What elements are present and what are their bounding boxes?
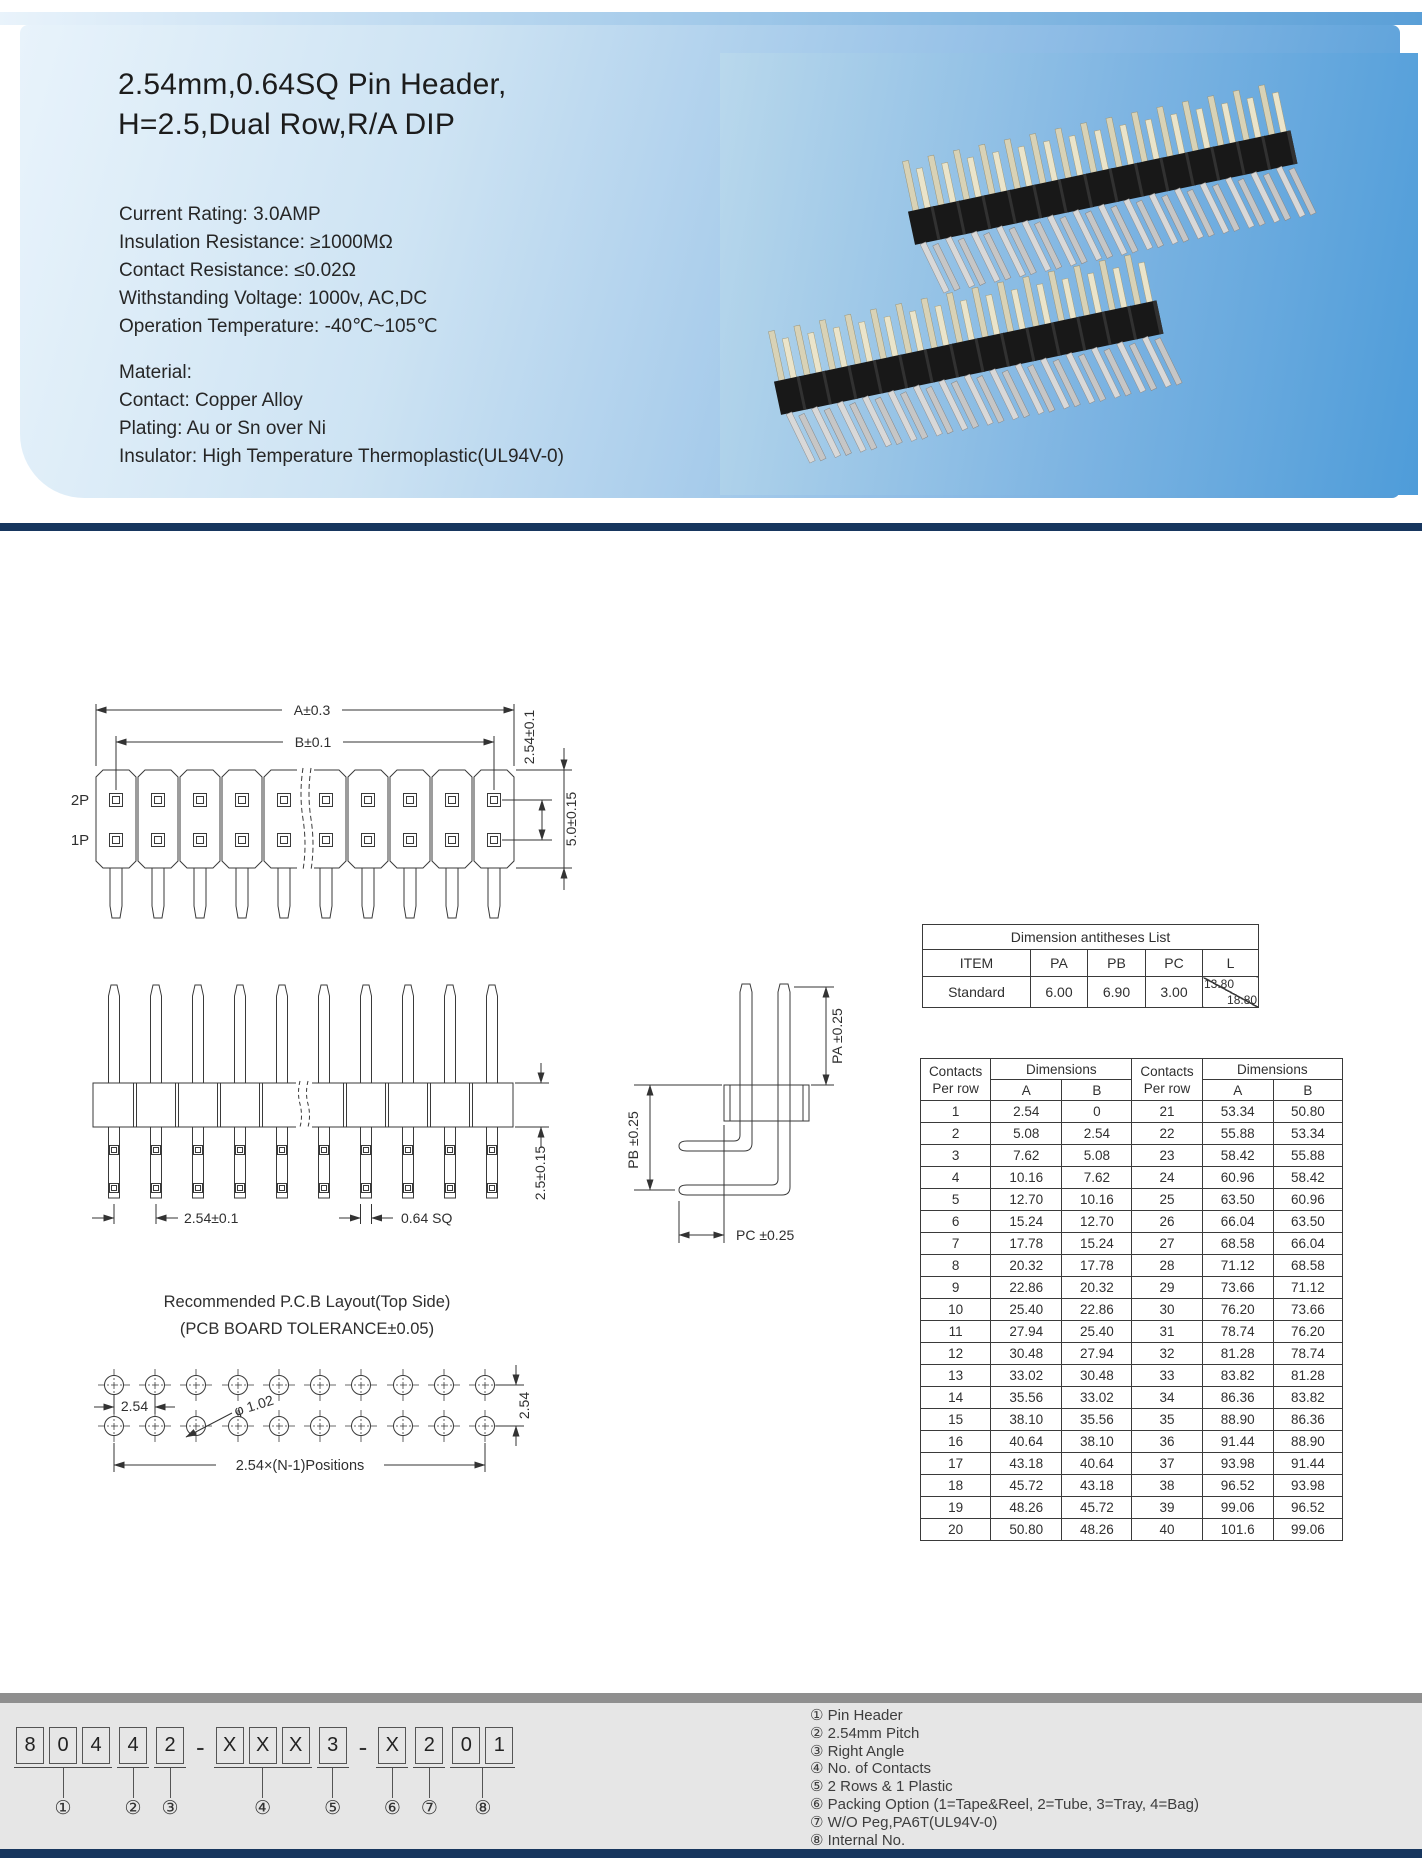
part-number-group [214, 1727, 312, 1820]
contacts-table-cell: 29 [1132, 1277, 1202, 1299]
pcb-holes [98, 1369, 501, 1442]
spec-list [119, 201, 438, 341]
part-number-box: 2 [156, 1727, 184, 1764]
contacts-table-cell: 17.78 [991, 1233, 1062, 1255]
dim-table-cell: 6.00 [1031, 977, 1088, 1008]
part-number-group [317, 1727, 349, 1820]
spec-line: Current Rating: 3.0AMP [119, 204, 321, 225]
contacts-table-cell: 83.82 [1273, 1387, 1342, 1409]
contacts-table-cell: 55.88 [1273, 1145, 1342, 1167]
contacts-table-cell: 60.96 [1273, 1189, 1342, 1211]
contacts-table-cell: 30.48 [1062, 1365, 1132, 1387]
part-number-box: 4 [119, 1727, 147, 1764]
contacts-table-cell: 55.88 [1202, 1123, 1273, 1145]
dimension-list-table [922, 924, 1259, 1008]
pin-header-photo-illustration [720, 53, 1418, 495]
contacts-table-cell: 93.98 [1202, 1453, 1273, 1475]
contacts-table-cell: 76.20 [1202, 1299, 1273, 1321]
material-line: Contact: Copper Alloy [119, 390, 303, 411]
part-number-box: X [282, 1727, 310, 1764]
dim-table-cell: 6.90 [1088, 977, 1146, 1008]
contacts-table-row [921, 1211, 1343, 1233]
contacts-table-cell: 96.52 [1273, 1497, 1342, 1519]
contacts-dimensions-table [920, 1058, 1343, 1541]
part-number-leader-line [63, 1768, 64, 1798]
part-number-marker: ⑤ [324, 1798, 342, 1819]
contacts-table-row [921, 1387, 1343, 1409]
dim-table-header: ITEM [923, 950, 1031, 977]
contacts-table-row [921, 1475, 1343, 1497]
contacts-table-cell: 48.26 [991, 1497, 1062, 1519]
break-mark [296, 1080, 312, 1130]
contacts-table-cell: 66.04 [1202, 1211, 1273, 1233]
vertical-pins [740, 984, 790, 1121]
part-number-box: 3 [319, 1727, 347, 1764]
contacts-table-cell: 2.54 [991, 1101, 1062, 1123]
contacts-table-cell: 15 [921, 1409, 991, 1431]
part-number-box: 4 [82, 1727, 110, 1764]
dim-span-label: 2.54×(N-1)Positions [235, 1458, 365, 1474]
dim-pin-sq-label: 0.64 SQ [401, 1210, 453, 1226]
contacts-table-cell: 14 [921, 1387, 991, 1409]
dim-pin-sq [339, 1204, 393, 1224]
upper-pins [109, 985, 498, 1083]
dim-pitch [92, 1204, 178, 1224]
contacts-table-cell: 40.64 [1062, 1453, 1132, 1475]
contacts-table-cell: 38.10 [991, 1409, 1062, 1431]
contacts-table-row [921, 1519, 1343, 1541]
contacts-table-cell: 27.94 [1062, 1343, 1132, 1365]
col-a-header: A [991, 1080, 1062, 1101]
dim-table-header: PB [1088, 950, 1146, 977]
contacts-table-cell: 73.66 [1273, 1299, 1342, 1321]
part-number-marker: ③ [161, 1798, 179, 1819]
contacts-table-cell: 35 [1132, 1409, 1202, 1431]
dim-pb-label: PB ±0.25 [625, 1111, 641, 1169]
bent-pins [679, 1121, 790, 1195]
contacts-table-cell: 22 [1132, 1123, 1202, 1145]
product-photo [720, 53, 1418, 495]
contacts-table-cell: 39 [1132, 1497, 1202, 1519]
contacts-header-line2: Per row [932, 1080, 979, 1096]
contacts-table-cell: 23 [1132, 1145, 1202, 1167]
contacts-table-cell: 33.02 [1062, 1387, 1132, 1409]
dim-pa [794, 987, 834, 1085]
contacts-table-cell: 26 [1132, 1211, 1202, 1233]
contacts-table-cell: 99.06 [1273, 1519, 1342, 1541]
dim-table-title: Dimension antitheses List [923, 925, 1259, 950]
contacts-table-cell: 17.78 [1062, 1255, 1132, 1277]
contacts-table-cell: 9 [921, 1277, 991, 1299]
contacts-table-cell: 17 [921, 1453, 991, 1475]
spec-line: Withstanding Voltage: 1000v, AC,DC [119, 288, 428, 309]
pin-header-top [898, 80, 1317, 297]
dim-table-cell: Standard [923, 977, 1031, 1008]
part-number-leader-line [262, 1768, 263, 1798]
part-number-box: X [378, 1727, 406, 1764]
contacts-table-cell: 50.80 [991, 1519, 1062, 1541]
dim-pitch-label: 2.54±0.1 [184, 1210, 239, 1226]
dimensions-header: Dimensions [991, 1059, 1132, 1080]
contacts-table-cell: 22.86 [1062, 1299, 1132, 1321]
dim-pc-label: PC ±0.25 [736, 1227, 795, 1243]
part-number-box: 0 [452, 1727, 480, 1764]
contacts-table-cell: 96.52 [1202, 1475, 1273, 1497]
contacts-table-cell: 58.42 [1202, 1145, 1273, 1167]
part-number-marker: ⑧ [474, 1798, 492, 1819]
dim-body-height-label: 5.0±0.15 [563, 791, 579, 847]
material-list [119, 387, 564, 471]
dim-pb [634, 1085, 722, 1190]
front-view-pins [110, 868, 500, 918]
top-gradient-strip [0, 12, 1422, 25]
contacts-table-row [921, 1343, 1343, 1365]
contacts-table-cell: 10 [921, 1299, 991, 1321]
contacts-table-cell: 7.62 [991, 1145, 1062, 1167]
contacts-table-cell: 78.74 [1202, 1321, 1273, 1343]
part-number-box: 1 [485, 1727, 513, 1764]
l-value-upper: 13.80 [1204, 977, 1235, 991]
contacts-table-cell: 11 [921, 1321, 991, 1343]
contacts-table-row [921, 1299, 1343, 1321]
contacts-header-line1: Contacts [1140, 1063, 1194, 1079]
contacts-table-cell: 6 [921, 1211, 991, 1233]
part-number-group [14, 1727, 112, 1820]
part-number-boxes [450, 1727, 515, 1768]
contacts-header [921, 1059, 991, 1101]
legend-item: ② 2.54mm Pitch [810, 1724, 920, 1742]
part-number-group [376, 1727, 408, 1820]
contacts-table-cell: 86.36 [1202, 1387, 1273, 1409]
contacts-table-cell: 58.42 [1273, 1167, 1342, 1189]
part-number-boxes [413, 1727, 445, 1768]
contacts-table-cell: 10.16 [1062, 1189, 1132, 1211]
contacts-table-cell: 33 [1132, 1365, 1202, 1387]
contacts-header [1132, 1059, 1202, 1101]
legend-item: ⑦ W/O Peg,PA6T(UL94V-0) [810, 1813, 998, 1831]
contacts-table-cell: 20.32 [991, 1255, 1062, 1277]
row2-label: 2P [70, 792, 90, 809]
part-number-group [413, 1727, 445, 1820]
contacts-table-row [921, 1497, 1343, 1519]
contacts-table-row [921, 1365, 1343, 1387]
part-number-boxes [14, 1727, 112, 1768]
contacts-table-cell: 5.08 [1062, 1145, 1132, 1167]
contacts-table-cell: 86.36 [1273, 1409, 1342, 1431]
footer-navy-bar [0, 1849, 1422, 1858]
legend-item: ⑤ 2 Rows & 1 Plastic [810, 1778, 953, 1796]
part-number-marker: ② [124, 1798, 142, 1819]
legend-item: ④ No. of Contacts [810, 1760, 931, 1778]
contacts-table-cell: 91.44 [1273, 1453, 1342, 1475]
contacts-table-row [921, 1167, 1343, 1189]
contacts-table-cell: 88.90 [1273, 1431, 1342, 1453]
contacts-table-cell: 63.50 [1202, 1189, 1273, 1211]
contacts-table-cell: 91.44 [1202, 1431, 1273, 1453]
contacts-table-cell: 3 [921, 1145, 991, 1167]
contacts-table-cell: 25 [1132, 1189, 1202, 1211]
contacts-table-row [921, 1123, 1343, 1145]
dim-table-cell: 3.00 [1146, 977, 1203, 1008]
contacts-table-cell: 68.58 [1202, 1233, 1273, 1255]
part-number-marker: ⑥ [383, 1798, 401, 1819]
dim-table-header: L [1203, 950, 1259, 977]
contacts-table-row [921, 1189, 1343, 1211]
contacts-table-row [921, 1255, 1343, 1277]
body [724, 1085, 809, 1121]
dim-table-diagonal-cell [1203, 977, 1259, 1008]
legend-item: ③ Right Angle [810, 1742, 905, 1760]
contacts-table-cell: 76.20 [1273, 1321, 1342, 1343]
contacts-table-row [921, 1453, 1343, 1475]
contacts-table-cell: 60.96 [1202, 1167, 1273, 1189]
contacts-table-cell: 7 [921, 1233, 991, 1255]
contacts-table-cell: 20 [921, 1519, 991, 1541]
contacts-table-cell: 1 [921, 1101, 991, 1123]
col-a-header: A [1202, 1080, 1273, 1101]
contacts-table-cell: 81.28 [1202, 1343, 1273, 1365]
contacts-table-cell: 24 [1132, 1167, 1202, 1189]
contacts-table-cell: 7.62 [1062, 1167, 1132, 1189]
contacts-table-cell: 37 [1132, 1453, 1202, 1475]
contacts-table-cell: 13 [921, 1365, 991, 1387]
contacts-table-cell: 43.18 [1062, 1475, 1132, 1497]
contacts-table-cell: 45.72 [1062, 1497, 1132, 1519]
contacts-table-cell: 38 [1132, 1475, 1202, 1497]
contacts-table-cell: 71.12 [1202, 1255, 1273, 1277]
contacts-table-cell: 34 [1132, 1387, 1202, 1409]
contacts-table-cell: 101.6 [1202, 1519, 1273, 1541]
contacts-table-cell: 99.06 [1202, 1497, 1273, 1519]
dim-pa-label: PA ±0.25 [829, 1008, 845, 1064]
dim-row-pitch-label: 2.54±0.1 [521, 709, 537, 765]
pcb-title: Recommended P.C.B Layout(Top Side) [163, 1293, 451, 1311]
contacts-table-cell: 73.66 [1202, 1277, 1273, 1299]
contacts-table-cell: 12.70 [991, 1189, 1062, 1211]
contacts-table-cell: 35.56 [991, 1387, 1062, 1409]
part-number-marker: ① [54, 1798, 72, 1819]
part-number-dash: - [358, 1732, 368, 1762]
side-elevation-drawing [60, 960, 560, 1260]
dim-table-header: PC [1146, 950, 1203, 977]
dim-hole-pitch-label: 2.54 [120, 1398, 149, 1414]
contacts-table-cell: 40.64 [991, 1431, 1062, 1453]
contacts-table-cell: 45.72 [991, 1475, 1062, 1497]
contacts-table-cell: 32 [1132, 1343, 1202, 1365]
contacts-table-row [921, 1409, 1343, 1431]
contacts-table-cell: 22.86 [991, 1277, 1062, 1299]
contacts-table-cell: 8 [921, 1255, 991, 1277]
spec-line: Operation Temperature: -40℃~105℃ [119, 316, 438, 337]
contacts-table-cell: 28 [1132, 1255, 1202, 1277]
part-number-boxes [214, 1727, 312, 1768]
contacts-table-cell: 68.58 [1273, 1255, 1342, 1277]
contacts-table-cell: 5.08 [991, 1123, 1062, 1145]
part-number-leader-line [170, 1768, 171, 1798]
contacts-table-cell: 27.94 [991, 1321, 1062, 1343]
col-b-header: B [1062, 1080, 1132, 1101]
pcb-subtitle: (PCB BOARD TOLERANCE±0.05) [179, 1320, 435, 1338]
contacts-table-cell: 20.32 [1062, 1277, 1132, 1299]
legend-item: ⑥ Packing Option (1=Tape&Reel, 2=Tube, 3=Tray, 4=Bag) [810, 1795, 1199, 1813]
contacts-table-cell: 25.40 [991, 1299, 1062, 1321]
spec-line: Contact Resistance: ≤0.02Ω [119, 260, 356, 281]
part-number-marker: ④ [254, 1798, 272, 1819]
part-number-box: 8 [16, 1727, 44, 1764]
part-number-group [117, 1727, 149, 1820]
part-number-legend [810, 1707, 1199, 1849]
contacts-table-cell: 30 [1132, 1299, 1202, 1321]
dimensions-header: Dimensions [1202, 1059, 1342, 1080]
material-line: Insulator: High Temperature Thermoplastic(UL94V-0) [119, 446, 564, 467]
part-number-leader-line [133, 1768, 134, 1798]
part-number-marker: ⑦ [420, 1798, 438, 1819]
contacts-table-cell: 15.24 [991, 1211, 1062, 1233]
contacts-table-cell: 16 [921, 1431, 991, 1453]
contacts-table-cell: 5 [921, 1189, 991, 1211]
contacts-table-cell: 4 [921, 1167, 991, 1189]
dim-a-label: A±0.3 [293, 702, 331, 718]
part-number-box: X [249, 1727, 277, 1764]
contacts-table-cell: 78.74 [1273, 1343, 1342, 1365]
part-number-box: 2 [415, 1727, 443, 1764]
page-title-line1: 2.54mm,0.64SQ Pin Header, [118, 68, 507, 101]
dim-table-header: PA [1031, 950, 1088, 977]
contacts-table-cell: 63.50 [1273, 1211, 1342, 1233]
contacts-table-cell: 53.34 [1273, 1123, 1342, 1145]
contacts-table-cell: 50.80 [1273, 1101, 1342, 1123]
contacts-table-cell: 27 [1132, 1233, 1202, 1255]
l-value-lower: 18.80 [1227, 993, 1258, 1007]
footer-grey-bar [0, 1693, 1422, 1703]
legend-item: ⑧ Internal No. [810, 1831, 906, 1849]
contacts-header-line2: Per row [1143, 1080, 1191, 1096]
contacts-table-row [921, 1277, 1343, 1299]
contacts-table-cell: 25.40 [1062, 1321, 1132, 1343]
part-number-box: 0 [49, 1727, 77, 1764]
contacts-table-cell: 88.90 [1202, 1409, 1273, 1431]
contacts-table-cell: 21 [1132, 1101, 1202, 1123]
contacts-table-cell: 12.70 [1062, 1211, 1132, 1233]
front-view-drawing [60, 680, 580, 930]
part-number-box: X [216, 1727, 244, 1764]
dim-row-pitch-label: 2.54 [516, 1391, 532, 1420]
part-number-group [154, 1727, 186, 1820]
part-number-boxes [117, 1727, 149, 1768]
pcb-layout-drawing [60, 1280, 570, 1500]
contacts-table-cell: 15.24 [1062, 1233, 1132, 1255]
contacts-table-cell: 30.48 [991, 1343, 1062, 1365]
contacts-table-cell: 93.98 [1273, 1475, 1342, 1497]
contacts-header-line1: Contacts [928, 1063, 983, 1079]
part-number-row [14, 1727, 520, 1820]
part-number-boxes [317, 1727, 349, 1768]
part-number-group [450, 1727, 515, 1820]
contacts-table-cell: 0 [1062, 1101, 1132, 1123]
contacts-table-cell: 43.18 [991, 1453, 1062, 1475]
hole-dia-label: φ 1.02 [232, 1391, 276, 1419]
contacts-table-row [921, 1431, 1343, 1453]
dim-body-h [515, 1063, 549, 1147]
part-number-leader-line [429, 1768, 430, 1798]
contacts-table-cell: 38.10 [1062, 1431, 1132, 1453]
contacts-table-cell: 10.16 [991, 1167, 1062, 1189]
contacts-table-cell: 12 [921, 1343, 991, 1365]
part-number-boxes [154, 1727, 186, 1768]
legend-item: ① Pin Header [810, 1707, 903, 1724]
contacts-table-cell: 48.26 [1062, 1519, 1132, 1541]
contacts-table-body [921, 1101, 1343, 1541]
contacts-table-cell: 83.82 [1202, 1365, 1273, 1387]
contacts-table-cell: 2.54 [1062, 1123, 1132, 1145]
part-number-dash: - [196, 1732, 205, 1762]
part-number-leader-line [482, 1768, 483, 1798]
dim-body-h-label: 2.5±0.15 [532, 1145, 548, 1201]
right-angle-view-drawing [620, 958, 890, 1268]
page-title [118, 65, 507, 145]
contacts-table-cell: 19 [921, 1497, 991, 1519]
part-number-leader-line [332, 1768, 333, 1798]
header-panel [20, 25, 1400, 498]
contacts-table-cell: 18 [921, 1475, 991, 1497]
contacts-table-cell: 35.56 [1062, 1409, 1132, 1431]
contacts-table-row [921, 1233, 1343, 1255]
break-mark [297, 767, 314, 871]
contacts-table-cell: 40 [1132, 1519, 1202, 1541]
contacts-table-cell: 2 [921, 1123, 991, 1145]
contacts-table-cell: 53.34 [1202, 1101, 1273, 1123]
contacts-table-cell: 81.28 [1273, 1365, 1342, 1387]
contacts-table-cell: 33.02 [991, 1365, 1062, 1387]
material-line: Plating: Au or Sn over Ni [119, 418, 326, 439]
contacts-table-row [921, 1101, 1343, 1123]
part-number-leader-line [392, 1768, 393, 1798]
contacts-table-cell: 36 [1132, 1431, 1202, 1453]
contacts-table-cell: 31 [1132, 1321, 1202, 1343]
spec-line: Insulation Resistance: ≥1000MΩ [119, 232, 393, 253]
contacts-table-row [921, 1145, 1343, 1167]
part-number-boxes [376, 1727, 408, 1768]
dim-b-label: B±0.1 [294, 734, 332, 750]
page-title-line2: H=2.5,Dual Row,R/A DIP [118, 108, 456, 141]
row1-label: 1P [70, 832, 90, 849]
contacts-table-cell: 71.12 [1273, 1277, 1342, 1299]
material-heading: Material: [119, 362, 192, 383]
lower-pins [109, 1127, 498, 1198]
col-b-header: B [1273, 1080, 1342, 1101]
section-divider-bar [0, 523, 1422, 531]
contacts-table-cell: 66.04 [1273, 1233, 1342, 1255]
material-block [119, 359, 564, 471]
contacts-table-row [921, 1321, 1343, 1343]
